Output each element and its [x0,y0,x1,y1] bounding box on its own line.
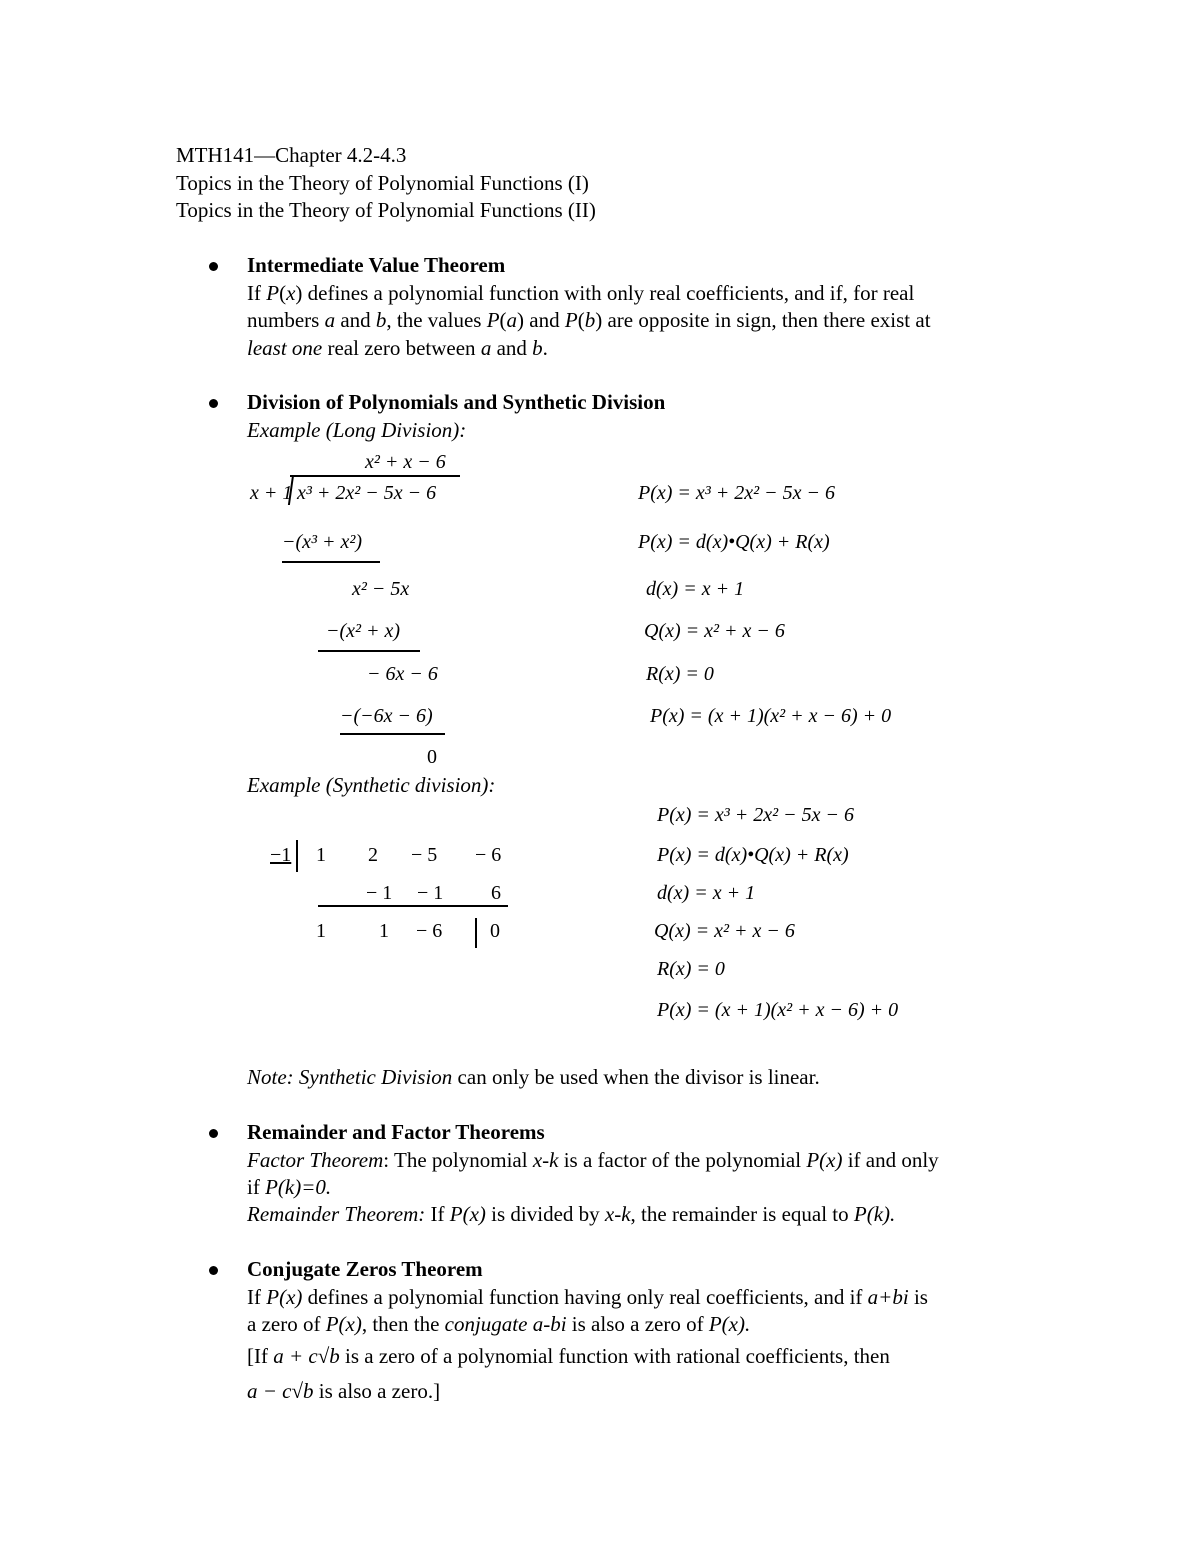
sd-r1-c4: − 6 [475,844,502,866]
sd-r3-c4: 0 [490,920,500,942]
factor-theorem-line-2: if P(k)=0. [247,1175,332,1199]
ld-rem-3: 0 [427,746,437,768]
ivt-line-3: least one real zero between a and b. [247,336,548,360]
ld-quotient: x² + x − 6 [365,451,446,473]
ld-bar [290,475,460,477]
ld-eq-6: P(x) = (x + 1)(x² + x − 6) + 0 [650,705,892,727]
ld-sub-3: −(−6x − 6) [340,705,433,727]
bullet-icon [209,399,218,408]
conjugate-line-1: If P(x) defines a polynomial function having only real coefficients, and if a+bi is [247,1285,928,1309]
ld-rem-2: − 6x − 6 [367,663,438,685]
ld-sub-1: −(x³ + x²) [282,531,363,553]
ld-line-2 [318,650,420,652]
sd-remainder-bar [475,918,477,948]
ld-sub-2: −(x² + x) [326,620,401,642]
sd-root: −1 [270,844,292,866]
ld-divisor: x + 1 [250,482,293,504]
conjugate-line-2: a zero of P(x), then the conjugate a-bi is also a zero of P(x). [247,1312,751,1336]
sd-eq-1: P(x) = x³ + 2x² − 5x − 6 [657,804,855,826]
sd-r2-c2: − 1 [366,882,393,904]
conjugate-line-4: a − c√b is also a zero.] [247,1379,441,1403]
sd-r3-c1: 1 [316,920,326,942]
sd-eq-3: d(x) = x + 1 [657,882,756,904]
sd-r2-c4: 6 [491,882,501,904]
bullet-icon [209,1129,218,1138]
sd-r1-c2: 2 [368,844,378,866]
synthetic-label: Example (Synthetic division): [247,773,496,797]
bullet-icon [209,262,218,271]
ld-line-3 [340,733,445,735]
conjugate-title: Conjugate Zeros Theorem [247,1257,483,1281]
sd-r2-c3: − 1 [417,882,444,904]
conjugate-line-3: [If a + c√b is a zero of a polynomial function with rational coefficients, then [247,1344,890,1368]
ld-rem-1: x² − 5x [352,578,410,600]
topic-line-1: Topics in the Theory of Polynomial Functions (I) [176,171,589,195]
ivt-title: Intermediate Value Theorem [247,253,506,277]
ivt-line-1: If P(x) defines a polynomial function with only real coefficients, and if, for real [247,281,915,305]
sd-r3-c2: 1 [379,920,389,942]
bullet-icon [209,1266,218,1275]
sd-eq-6: P(x) = (x + 1)(x² + x − 6) + 0 [657,999,899,1021]
ld-eq-5: R(x) = 0 [646,663,714,685]
ld-line-1 [282,561,380,563]
sd-eq-5: R(x) = 0 [657,958,725,980]
sd-r1-c3: − 5 [411,844,438,866]
topic-line-2: Topics in the Theory of Polynomial Functions (II) [176,198,596,222]
factor-theorem-line-1: Factor Theorem: The polynomial x-k is a factor of the polynomial P(x) if and only [247,1148,939,1172]
ld-eq-1: P(x) = x³ + 2x² − 5x − 6 [638,482,836,504]
sd-line [318,905,508,907]
sd-r3-c3: − 6 [416,920,443,942]
ld-eq-3: d(x) = x + 1 [646,578,745,600]
synthetic-note: Note: Synthetic Division can only be used when the divisor is linear. [247,1065,820,1089]
remainder-theorem-line: Remainder Theorem: If P(x) is divided by x-k, the remainder is equal to P(k). [247,1202,896,1226]
sd-root-bar [296,840,298,872]
sd-r1-c1: 1 [316,844,326,866]
remainder-title: Remainder and Factor Theorems [247,1120,545,1144]
ivt-line-2: numbers a and b, the values P(a) and P(b) are opposite in sign, then there exist at [247,308,931,332]
sd-eq-4: Q(x) = x² + x − 6 [654,920,795,942]
ld-dividend: x³ + 2x² − 5x − 6 [297,482,437,504]
division-title: Division of Polynomials and Synthetic Division [247,390,666,414]
sd-eq-2: P(x) = d(x)•Q(x) + R(x) [657,844,849,866]
long-division-label: Example (Long Division): [247,418,467,442]
ld-eq-4: Q(x) = x² + x − 6 [644,620,785,642]
ld-eq-2: P(x) = d(x)•Q(x) + R(x) [638,531,830,553]
course-title: MTH141—Chapter 4.2-4.3 [176,143,407,167]
